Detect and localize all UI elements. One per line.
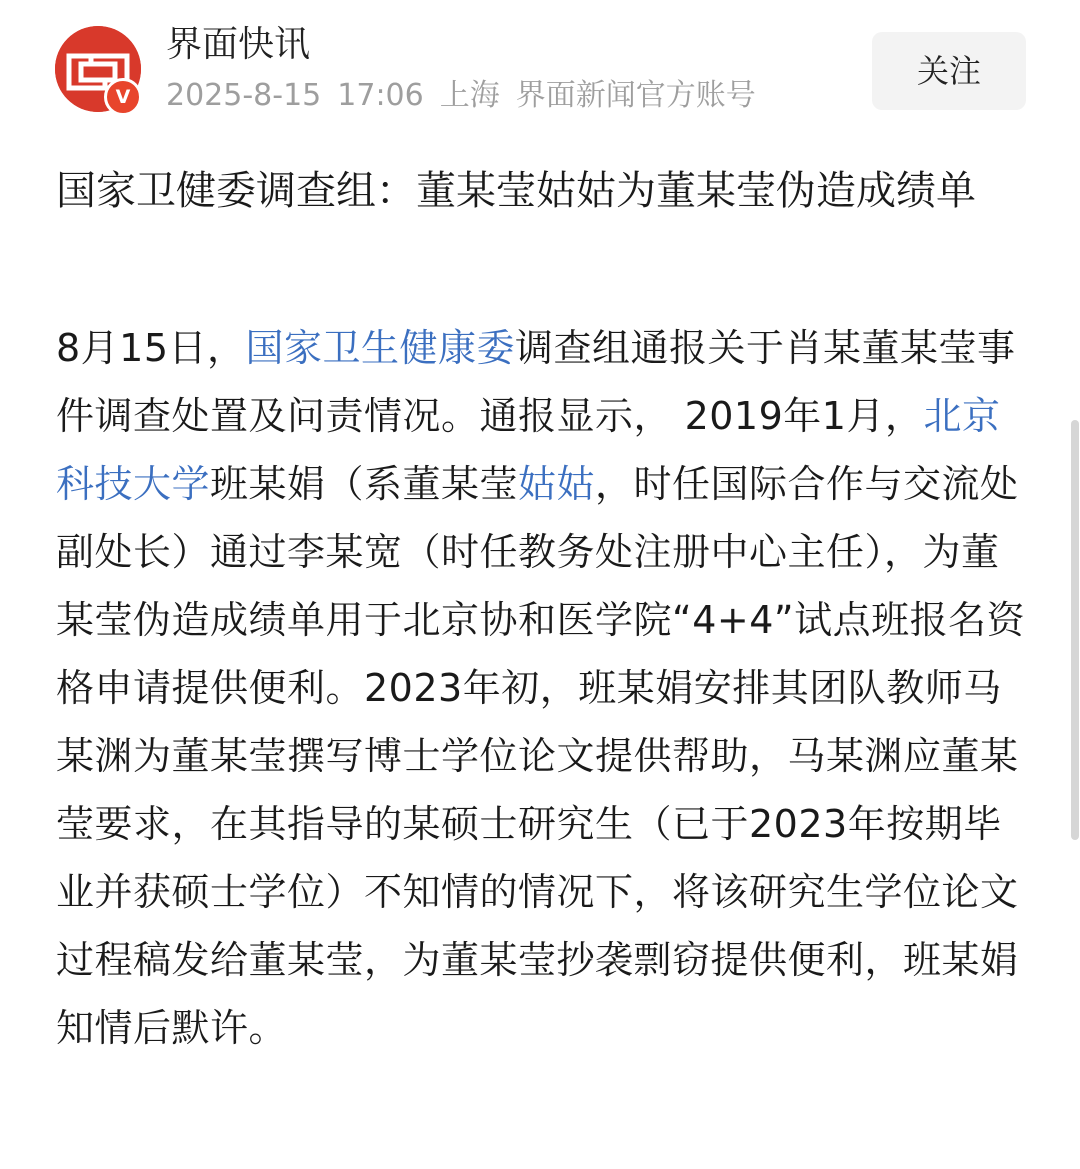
link-aunt[interactable]: 姑姑 bbox=[518, 462, 596, 506]
article-body bbox=[56, 314, 1028, 1062]
scrollbar[interactable] bbox=[1071, 420, 1079, 840]
account-name[interactable]: 界面快讯 bbox=[166, 24, 311, 65]
follow-button[interactable]: 关注 bbox=[872, 32, 1026, 110]
post-header bbox=[0, 0, 1080, 130]
body-text-4: ，时任国际合作与交流处副处长）通过李某宽（时任教务处注册中心主任），为董某莹伪造成绩单用于北京协和医学院“4+4”试点班报名资格申请提供便利。2023年初，班某娟安排其团队教师马某渊为董某莹撰写博士学位论文提供帮助，马某渊应董某莹要求，在其指导的某硕士研究生（已于2023年按期毕业并获硕士学位）不知情的情况下，将该研究生学位论文过程稿发给董某莹，为董某莹抄袭剽窃提供便利，班某娟知情后默许。 bbox=[56, 462, 1026, 1050]
post-location: 上海 bbox=[439, 78, 500, 113]
post-date: 2025-8-15 bbox=[166, 78, 322, 113]
article-title: 国家卫健委调查组：董某莹姑姑为董某莹伪造成绩单 bbox=[56, 168, 976, 214]
link-ustb[interactable]: 北京科技大学 bbox=[56, 394, 1001, 506]
post-meta bbox=[166, 74, 772, 118]
link-nhc[interactable]: 国家卫生健康委 bbox=[245, 326, 516, 370]
body-text-2: 调查组通报关于肖某董某莹事件调查处置及问责情况。通报显示， 2019年1月， bbox=[56, 326, 1016, 438]
body-text-1: 8月15日， bbox=[56, 326, 246, 370]
post-time: 17:06 bbox=[337, 78, 424, 113]
verified-badge-icon: V bbox=[104, 78, 142, 116]
account-description: 界面新闻官方账号 bbox=[515, 78, 756, 113]
body-text-3: 班某娟（系董某莹 bbox=[210, 462, 519, 506]
